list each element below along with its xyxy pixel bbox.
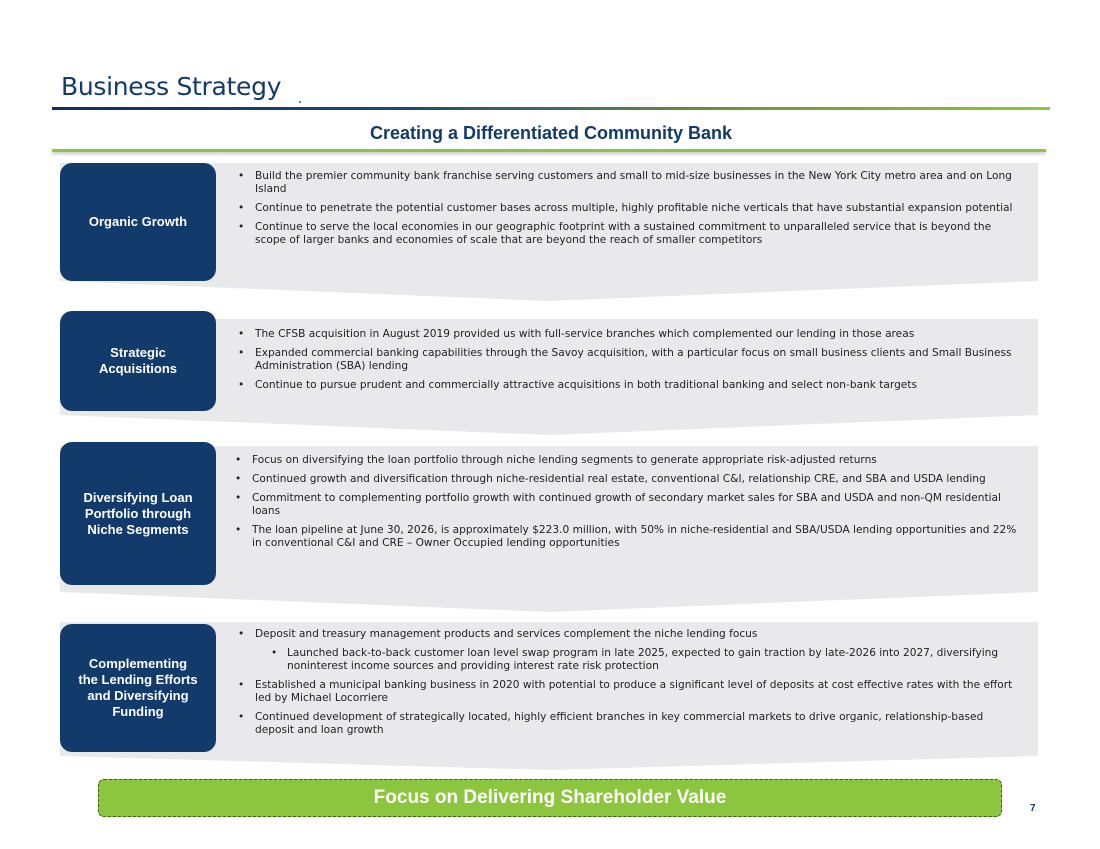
list-item: • Build the premier community bank franchise serving customers and small to mid-size businesses in the New York City metro area and on Long Island bbox=[235, 170, 1020, 196]
list-item: • Established a municipal banking business in 2020 with potential to produce a significant level of deposits at cost effective rates with the effort led by Michael Locorriere bbox=[235, 679, 1020, 705]
subtitle-divider bbox=[52, 149, 1046, 152]
list-item: • Continue to penetrate the potential customer bases across multiple, highly profitable niche verticals that have substantial expansion potential bbox=[235, 202, 1020, 215]
shareholder-value-banner: Focus on Delivering Shareholder Value bbox=[98, 779, 1002, 817]
title-marker bbox=[299, 101, 301, 103]
list-item: • The loan pipeline at June 30, 2026, is approximately $223.0 million, with 50% in niche-residential and SBA/USDA lending opportunities and 22% in conventional C&I and CRE – Owner Occupied lending opportunities bbox=[232, 524, 1027, 550]
bullet-list bbox=[232, 454, 1027, 556]
list-item: • Continue to serve the local economies in our geographic footprint with a sustained commitment to unparalleled service that is beyond the scope of larger banks and economies of scale that are beyond the reach of smaller competitors bbox=[235, 221, 1020, 247]
slide-subtitle: Creating a Differentiated Community Bank bbox=[369, 123, 733, 143]
list-item: • Continue to pursue prudent and commercially attractive acquisitions in both traditional banking and select non-bank targets bbox=[235, 379, 1020, 392]
bullet-list bbox=[235, 170, 1020, 253]
section-arrow bbox=[60, 281, 1038, 301]
section-arrow bbox=[60, 756, 1038, 770]
section-label: Strategic Acquisitions bbox=[60, 311, 216, 411]
section-label: Organic Growth bbox=[60, 163, 216, 281]
bullet-list bbox=[235, 628, 1020, 743]
title-divider bbox=[52, 107, 1050, 110]
section-label: Complementing the Lending Efforts and Diversifying Funding bbox=[60, 624, 216, 752]
bullet-list bbox=[235, 328, 1020, 398]
list-item: • Commitment to complementing portfolio growth with continued growth of secondary market sales for SBA and USDA and non-QM residential loans bbox=[232, 492, 1027, 518]
page-number: 7 bbox=[1030, 803, 1036, 814]
list-item: • The CFSB acquisition in August 2019 provided us with full-service branches which complemented our lending in those areas bbox=[235, 328, 1020, 341]
list-item: • Expanded commercial banking capabilities through the Savoy acquisition, with a particular focus on small business clients and Small Business Administration (SBA) lending bbox=[235, 347, 1020, 373]
list-item: • Focus on diversifying the loan portfolio through niche lending segments to generate appropriate risk-adjusted returns bbox=[232, 454, 1027, 467]
section-arrow bbox=[60, 415, 1038, 435]
section-arrow bbox=[60, 592, 1038, 612]
list-item: • Continued development of strategically located, highly efficient branches in key commercial markets to drive organic, relationship-based deposit and loan growth bbox=[235, 711, 1020, 737]
list-item: • Launched back-to-back customer loan level swap program in late 2025, expected to gain traction by late-2026 into 2027, diversifying noninterest income sources and providing interest rate risk protection bbox=[235, 647, 1020, 673]
page-title: Business Strategy bbox=[61, 72, 282, 101]
list-item: • Deposit and treasury management products and services complement the niche lending focus bbox=[235, 628, 1020, 641]
section-label: Diversifying Loan Portfolio through Niche Segments bbox=[60, 442, 216, 585]
list-item: • Continued growth and diversification through niche-residential real estate, conventional C&I, relationship CRE, and SBA and USDA lending bbox=[232, 473, 1027, 486]
